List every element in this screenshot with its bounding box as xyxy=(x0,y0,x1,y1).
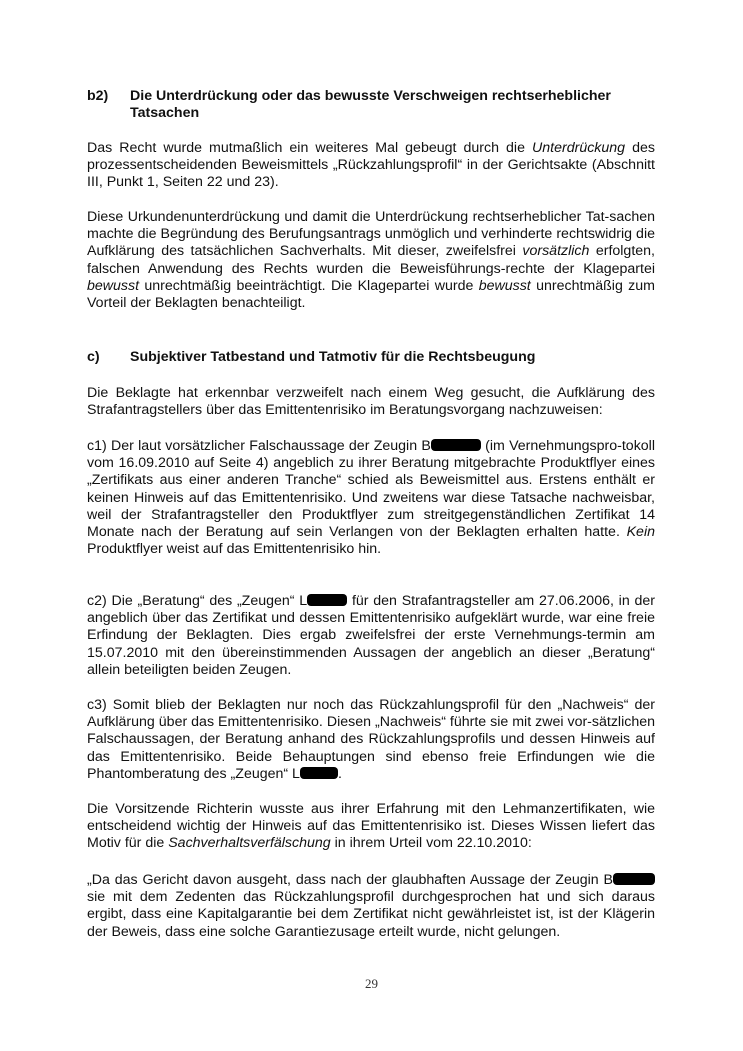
redaction-mark xyxy=(431,439,481,451)
paragraph-quote xyxy=(87,872,655,941)
emphasis: bewusst xyxy=(87,277,140,294)
text-run: (im Vernehmungspro-tokoll vom 16.09.2010 auf Seite 4) angeblich zu ihrer Beratung mitgebrachte Produktflyer eines „Zertifikats aus einer anderen Tranche“ schied als Beweismittel aus. Erstens enthält er keinen Hinweis auf das Emittentenrisiko. Und zweitens war diese Tatsache nachweisbar, weil der Strafantragsteller den Produktflyer zum streitgegenständlichen Zertifikat 14 Monate nach der Beratung auf sein Verlangen von der Beklagten erhalten hatte. xyxy=(87,438,655,541)
redaction-mark xyxy=(307,594,347,606)
text-run: des prozessentscheidenden Beweismittels „Rückzahlungsprofil“ in der Gerichtsakte (Abschnitt III, Punkt 1, Seiten 22 und 23). xyxy=(87,140,655,191)
redaction-mark xyxy=(300,767,338,779)
text-run: . xyxy=(337,765,342,782)
text-run: Produktflyer weist auf das Emittentenrisiko hin. xyxy=(87,541,382,558)
section-title: Subjektiver Tatbestand und Tatmotiv für die Rechtsbeugung xyxy=(130,349,536,365)
paragraph-c2 xyxy=(87,593,655,679)
paragraph-c3 xyxy=(87,697,655,783)
text-run: Diese Urkundenunterdrückung und damit die Unterdrückung rechtserheblicher Tat-sachen machte die Begründung des Berufungsantrags unmöglich und verhinderte rechtswidrig die Aufklärung des tatsächlichen Sachverhalts. Mit dieser, zweifelsfrei xyxy=(87,209,655,260)
emphasis: bewusst xyxy=(478,277,531,294)
paragraph-b2-2 xyxy=(87,209,655,312)
text-run: c2) Die „Beratung“ des „Zeugen“ L xyxy=(87,593,308,609)
text-run: sie mit dem Zedenten das Rückzahlungsprofil durchgesprochen hat und sich daraus ergibt, dass eine Kapitalgarantie bei dem Zertifikat nicht gewährleistet ist, ist der Klägerin der Beweis, dass eine solche Garantiezusage erteilt wurde, nicht gelungen. xyxy=(87,889,655,940)
text-run: „Da das Gericht davon ausgeht, dass nach der glaubhaften Aussage der Zeugin B xyxy=(87,872,613,888)
section-number: c) xyxy=(87,349,100,365)
emphasis: vorsätzlich xyxy=(522,243,590,260)
text-run: c1) Der laut vorsätzlicher Falschaussage der Zeugin B xyxy=(87,438,431,454)
text-run: erfolgten, falschen Anwendung des Rechts wurden die Beweisführungs-rechte der Klagepartei xyxy=(87,243,655,277)
text-run: Das Recht wurde mutmaßlich ein weiteres Mal gebeugt durch die xyxy=(87,140,533,156)
paragraph-c-intro xyxy=(87,385,655,419)
page-number: 29 xyxy=(365,976,378,991)
text-run: unrechtmäßig beeinträchtigt. Die Klagepartei wurde xyxy=(139,277,479,294)
paragraph-motive xyxy=(87,801,655,853)
section-number: b2) xyxy=(87,88,109,104)
text-run: Die Beklagte hat erkennbar verzweifelt nach einem Weg gesucht, die Aufklärung des Strafantragstellers über das Emittentenrisiko im Beratungsvorgang nachzuweisen: xyxy=(87,385,655,419)
text-run: für den Strafantragsteller am 27.06.2006, in der angeblich über das Zertifikat und dessen Emittentenrisiko aufgeklärt wurde, war eine freie Erfindung der Beklagten. Dies ergab zweifelsfrei der erste Vernehmungs-termin am 15.07.2010 mit den übereinstimmenden Aussagen der angeblich an dieser „Beratung“ allein beteiligten beiden Zeugen. xyxy=(87,593,655,678)
text-run: in ihrem Urteil vom 22.10.2010: xyxy=(330,835,532,852)
emphasis: Sachverhaltsverfälschung xyxy=(168,835,331,852)
paragraph-b2-1 xyxy=(87,140,655,192)
paragraph-c1 xyxy=(87,438,655,558)
text-run: Die Vorsitzende Richterin wusste aus ihrer Erfahrung mit den Lehmanzertifikaten, wie entscheidend wichtig der Hinweis auf das Emittentenrisiko ist. Dieses Wissen liefert das Motiv für die xyxy=(87,801,655,852)
text-run: c3) Somit blieb der Beklagten nur noch das Rückzahlungsprofil für den „Nachweis“ der Aufklärung über das Emittentenrisiko. Diesen „Nachweis“ führte sie mit zwei vor-sätzlichen Falschaussagen, der Beratung anhand des Rückzahlungsprofils und dessen Hinweis auf das Emittentenrisiko. Beide Behauptungen sind ebenso freie Erfindungen wie die Phantomberatung des „Zeugen“ L xyxy=(87,697,655,782)
section-title: Die Unterdrückung oder das bewusste Verschweigen rechtserheblicher Tatsachen xyxy=(130,88,611,122)
text-run: unrechtmäßig zum Vorteil der Beklagten benachteiligt. xyxy=(87,277,655,312)
emphasis: Kein xyxy=(626,524,655,541)
emphasis: Unterdrückung xyxy=(532,140,626,156)
redaction-mark xyxy=(613,873,655,885)
